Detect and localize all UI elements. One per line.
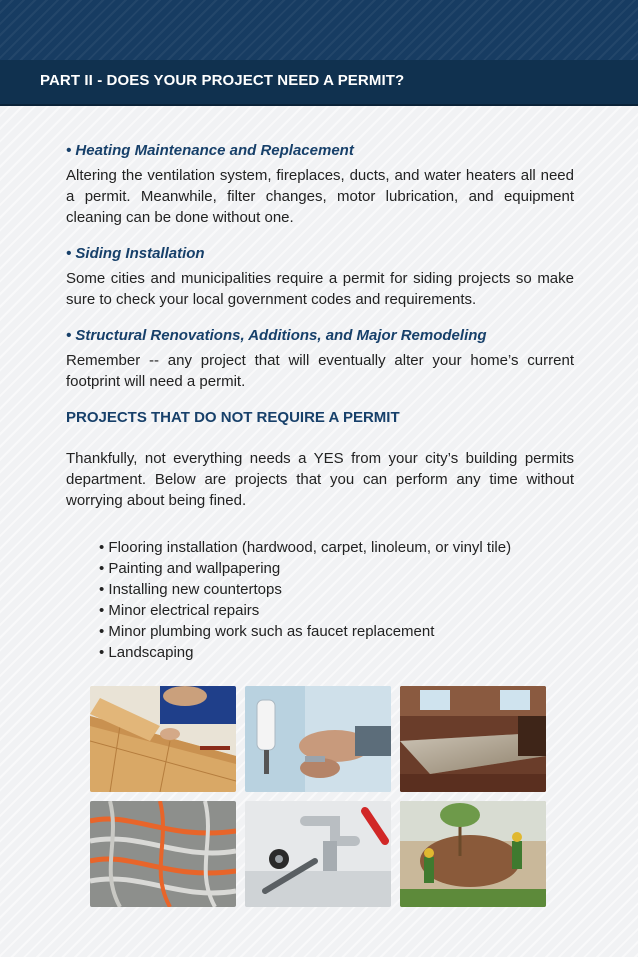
section-body: Some cities and municipalities require a permit for siding projects so make sure to check your local government codes and requirements. [66,270,574,308]
no-permit-heading: PROJECTS THAT DO NOT REQUIRE A PERMIT [66,409,400,426]
photo-gallery [90,686,546,908]
section-body: Altering the ventilation system, fireplaces, ducts, and water heaters all need a permit. Meanwhile, filter changes, motor lubrication, and equipment cleaning can be done without one. [66,167,574,226]
section-body: Remember -- any project that will eventually alter your home’s current footprint will need a permit. [66,352,574,390]
section-heating [66,142,574,228]
section-structural [66,327,574,392]
painting-photo [245,686,391,792]
list-item: • Painting and wallpapering [99,560,281,577]
no-permit-list [99,537,574,663]
title-bar [0,60,638,106]
electrical-photo [90,801,236,907]
list-item: • Flooring installation (hardwood, carpet, linoleum, or vinyl tile) [99,539,512,556]
section-siding [66,245,574,310]
countertop-photo [400,686,546,792]
section-heading: • Siding Installation [66,245,205,262]
flooring-photo [90,686,236,792]
header-band [0,0,638,60]
section-heading: • Structural Renovations, Additions, and Major Remodeling [66,327,487,344]
content [66,142,574,663]
landscaping-photo [400,801,546,907]
plumbing-photo [245,801,391,907]
no-permit-intro: Thankfully, not everything needs a YES from your city’s building permits department. Below are projects that you can perform any time without worrying about being fined. [66,450,574,509]
list-item: • Minor plumbing work such as faucet replacement [99,623,435,640]
page-title: PART II - DOES YOUR PROJECT NEED A PERMIT? [40,72,405,89]
list-item: • Minor electrical repairs [99,602,260,619]
list-item: • Landscaping [99,644,194,661]
list-item: • Installing new countertops [99,581,282,598]
section-heading: • Heating Maintenance and Replacement [66,142,354,159]
